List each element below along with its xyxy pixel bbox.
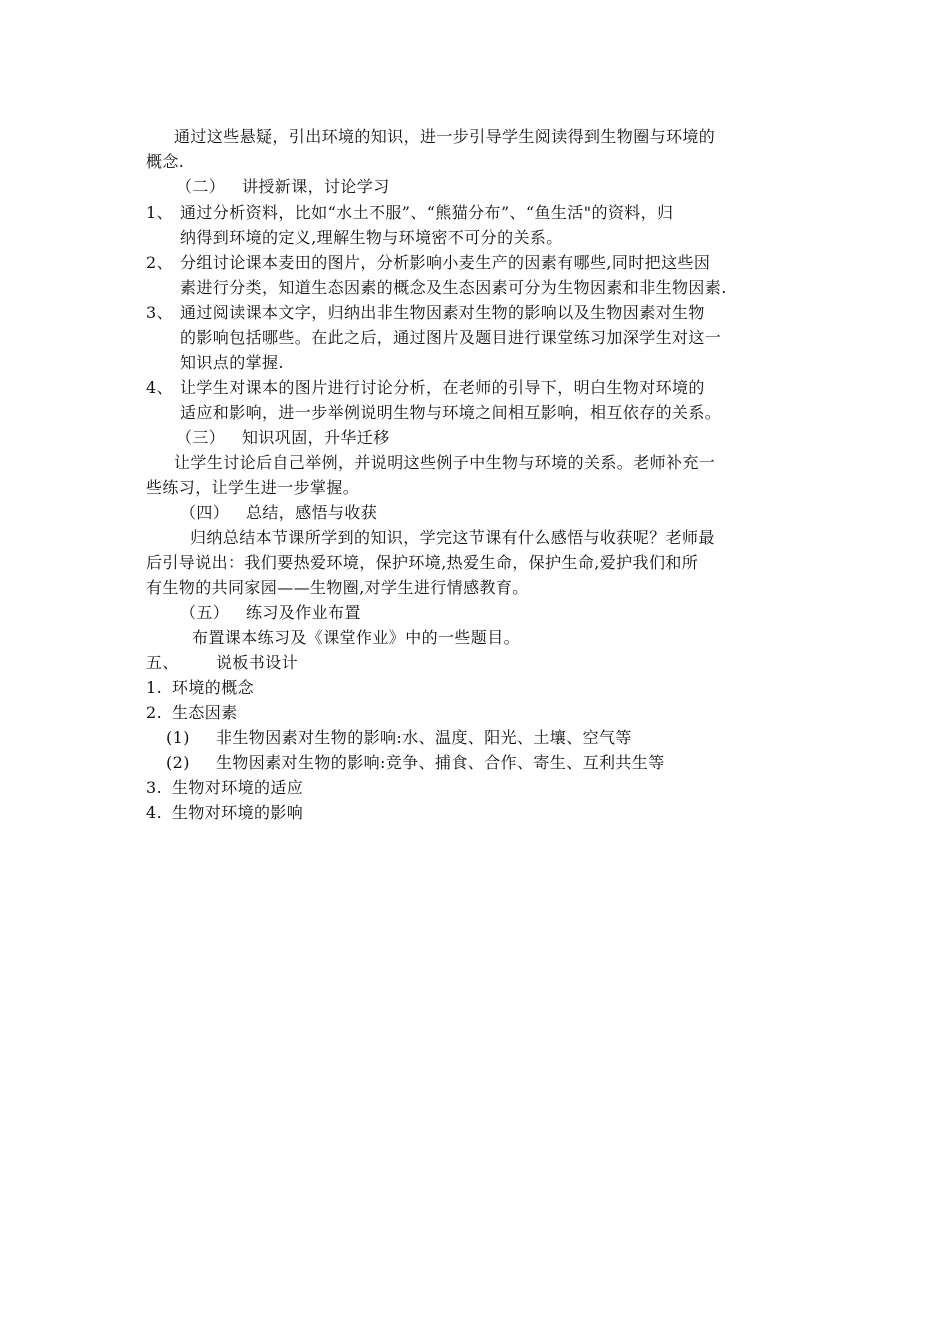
board-item-number: 1.: [146, 678, 163, 697]
list-item-3-continued-2: 知识点的掌握.: [180, 353, 284, 372]
part2-title: 讲授新课，讨论学习: [242, 177, 390, 196]
part2-label: （二）: [176, 177, 226, 196]
list-item-text: 通过分析资料，比如“水土不服”、“熊猫分布”、“鱼生活"的资料，归: [180, 203, 674, 222]
board-item-3: [146, 776, 303, 800]
intro-line-1: 通过这些悬疑，引出环境的知识，进一步引导学生阅读得到生物圈与环境的: [174, 127, 716, 146]
board-item-number: 2.: [146, 703, 163, 722]
list-item-4: [146, 376, 705, 400]
list-item-3-continued-1: 的影响包括哪些。在此之后，通过图片及题目进行课堂练习加深学生对这一: [180, 328, 722, 347]
part3-line-2: 些练习，让学生进一步掌握。: [146, 478, 360, 497]
board-subitem-text: 生物因素对生物的影响:竞争、捕食、合作、寄生、互利共生等: [216, 753, 665, 772]
intro-line-2: 概念.: [146, 152, 185, 171]
board-item-1: [146, 676, 254, 700]
part3-label: （三）: [176, 428, 226, 447]
part4-line-2: 后引导说出：我们要热爱环境，保护环境,热爱生命，保护生命,爱护我们和所: [146, 553, 699, 572]
part4-heading: [180, 501, 377, 525]
part2-heading: [176, 175, 390, 199]
board-item-text: 生物对环境的适应: [172, 778, 304, 797]
board-item-number: 4.: [146, 803, 163, 822]
board-item-text: 生态因素: [172, 703, 238, 722]
board-subitem-number: (1): [166, 728, 190, 747]
part4-label: （四）: [180, 503, 230, 522]
list-item-number: 1、: [146, 203, 173, 222]
section5-label: 五、: [146, 653, 179, 672]
list-item-1: [146, 201, 673, 225]
list-item-3: [146, 301, 705, 325]
board-item-4: [146, 801, 303, 825]
section5-title: 说板书设计: [216, 653, 299, 672]
list-item-2-continued: 素进行分类，知道生态因素的概念及生态因素可分为生物因素和非生物因素.: [180, 278, 727, 297]
board-subitem-1: [166, 726, 632, 750]
part4-line-1: 归纳总结本节课所学到的知识，学完这节课有什么感悟与收获呢？老师最: [190, 528, 715, 547]
list-item-2: [146, 251, 710, 275]
part3-title: 知识巩固，升华迁移: [242, 428, 390, 447]
list-item-number: 2、: [146, 253, 173, 272]
board-item-number: 3.: [146, 778, 163, 797]
part5-heading: [180, 601, 361, 625]
part5-line: 布置课本练习及《课堂作业》中的一些题目。: [192, 628, 521, 647]
board-item-2: [146, 701, 238, 725]
section5-heading: [146, 651, 298, 675]
list-item-text: 分组讨论课本麦田的图片，分析影响小麦生产的因素有哪些,同时把这些因: [180, 253, 711, 272]
list-item-number: 3、: [146, 303, 173, 322]
board-item-text: 环境的概念: [172, 678, 255, 697]
list-item-1-continued: 纳得到环境的定义,理解生物与环境密不可分的关系。: [180, 228, 563, 247]
board-subitem-number: (2): [166, 753, 190, 772]
board-item-text: 生物对环境的影响: [172, 803, 304, 822]
part4-title: 总结，感悟与收获: [246, 503, 378, 522]
board-subitem-text: 非生物因素对生物的影响:水、温度、阳光、土壤、空气等: [216, 728, 632, 747]
list-item-number: 4、: [146, 378, 173, 397]
part3-line-1: 让学生讨论后自己举例，并说明这些例子中生物与环境的关系。老师补充一: [174, 453, 716, 472]
part5-label: （五）: [180, 603, 230, 622]
part3-heading: [176, 426, 390, 450]
part4-line-3: 有生物的共同家园——生物圈,对学生进行情感教育。: [146, 578, 529, 597]
list-item-4-continued: 适应和影响，进一步举例说明生物与环境之间相互影响，相互依存的关系。: [180, 403, 722, 422]
board-subitem-2: [166, 751, 665, 775]
list-item-text: 通过阅读课本文字，归纳出非生物因素对生物的影响以及生物因素对生物: [180, 303, 705, 322]
list-item-text: 让学生对课本的图片进行讨论分析，在老师的引导下，明白生物对环境的: [180, 378, 705, 397]
part5-title: 练习及作业布置: [246, 603, 361, 622]
